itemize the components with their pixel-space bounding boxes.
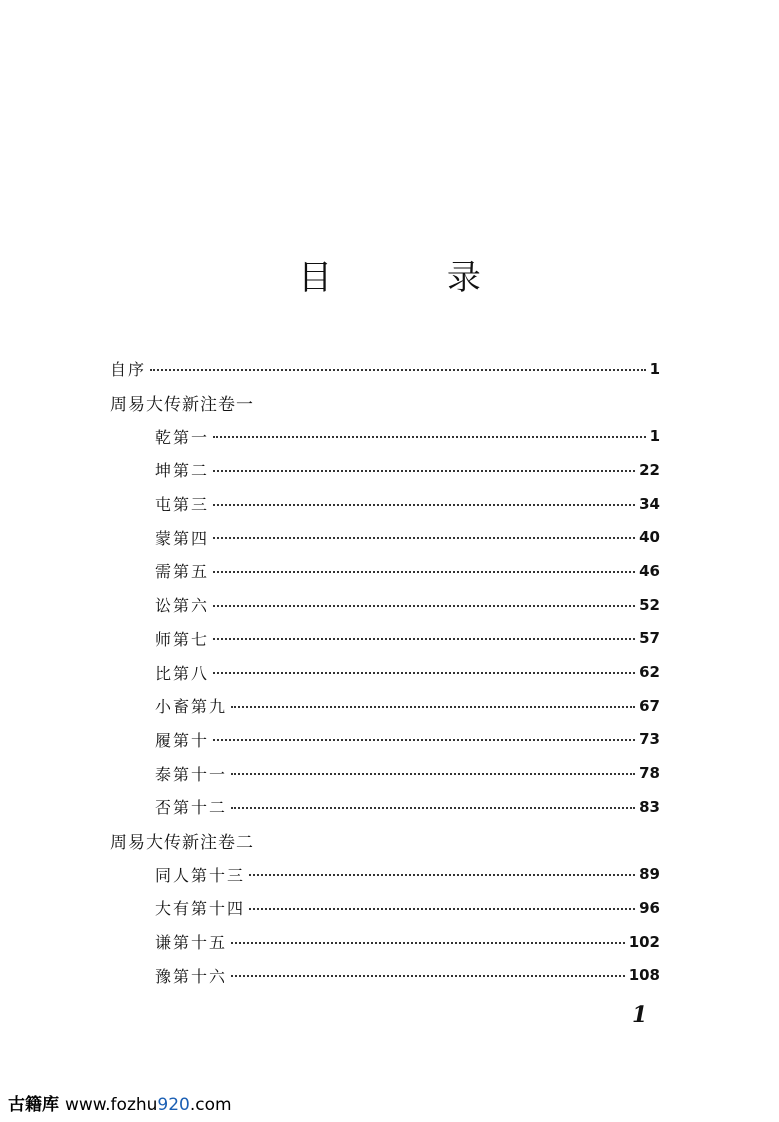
toc-entry-label: 小畜第九 [155, 697, 228, 717]
toc-entry [110, 790, 660, 824]
watermark-url-prefix: www.fozhu [65, 1095, 158, 1115]
toc-entry-page: 83 [639, 797, 660, 816]
toc-entry-label: 乾第一 [155, 427, 210, 447]
toc-entry-label: 屯第三 [155, 495, 210, 515]
toc-entry-page: 62 [639, 663, 660, 682]
toc-entry-page: 1 [649, 427, 660, 446]
toc-entry [110, 723, 660, 757]
toc-entry [110, 419, 660, 453]
toc-entry [110, 487, 660, 521]
dot-leader [213, 571, 635, 573]
toc-entry-page: 96 [639, 898, 660, 917]
toc-entry-page: 102 [628, 932, 660, 951]
toc-entry [110, 655, 660, 689]
toc-entry-page: 40 [639, 528, 660, 547]
dot-leader [150, 369, 646, 371]
dot-leader [213, 672, 635, 674]
toc-entry-label: 否第十二 [155, 798, 228, 818]
toc-entry-label: 比第八 [155, 663, 210, 683]
watermark [8, 1090, 232, 1115]
toc-entry [110, 958, 660, 992]
toc-entry [110, 554, 660, 588]
toc-entry-label: 自序 [110, 360, 147, 380]
toc-entry-label: 大有第十四 [155, 899, 246, 919]
toc-entry-page: 57 [639, 629, 660, 648]
toc-entry-page: 67 [639, 696, 660, 715]
toc-entry [110, 857, 660, 891]
dot-leader [213, 470, 635, 472]
dot-leader [213, 739, 635, 741]
toc-entry [110, 891, 660, 925]
toc-entry-page: 22 [639, 460, 660, 479]
toc-entry [110, 689, 660, 723]
dot-leader [231, 975, 625, 977]
toc-entry-page: 78 [639, 764, 660, 783]
toc-entry-label: 蒙第四 [155, 528, 210, 548]
dot-leader [213, 504, 635, 506]
page-number: 1 [632, 1002, 648, 1028]
toc-entry-label: 周易大传新注卷二 [110, 832, 254, 853]
toc-entry-label: 履第十 [155, 730, 210, 750]
table-of-contents [110, 352, 660, 992]
toc-entry-label: 需第五 [155, 562, 210, 582]
toc-entry-page: 34 [639, 494, 660, 513]
dot-leader [231, 773, 635, 775]
toc-entry-label: 坤第二 [155, 461, 210, 481]
watermark-url-suffix: .com [189, 1095, 232, 1115]
toc-entry-page: 1 [649, 359, 660, 378]
toc-entry-page: 46 [639, 561, 660, 580]
toc-section-heading [110, 386, 660, 420]
toc-entry-page: 73 [639, 730, 660, 749]
dot-leader [231, 807, 635, 809]
toc-section-heading [110, 824, 660, 858]
toc-entry [110, 622, 660, 656]
toc-entry-label: 讼第六 [155, 596, 210, 616]
toc-entry-label: 周易大传新注卷一 [110, 395, 254, 416]
toc-entry-label: 师第七 [155, 629, 210, 649]
dot-leader [213, 605, 635, 607]
dot-leader [249, 874, 635, 876]
toc-entry [110, 453, 660, 487]
toc-entry [110, 352, 660, 386]
watermark-url-number: 920 [157, 1095, 190, 1115]
toc-entry-label: 豫第十六 [155, 966, 228, 986]
toc-entry-page: 52 [639, 595, 660, 614]
toc-entry [110, 925, 660, 959]
toc-entry-label: 泰第十一 [155, 764, 228, 784]
dot-leader [249, 908, 635, 910]
toc-entry [110, 520, 660, 554]
toc-entry-label: 同人第十三 [155, 865, 246, 885]
toc-entry-label: 谦第十五 [155, 933, 228, 953]
watermark-name: 古籍库 [8, 1095, 59, 1115]
dot-leader [231, 706, 635, 708]
toc-entry [110, 756, 660, 790]
dot-leader [213, 537, 635, 539]
dot-leader [213, 638, 635, 640]
toc-entry [110, 588, 660, 622]
page-title: 目 录 [298, 258, 533, 298]
dot-leader [213, 436, 646, 438]
toc-entry-page: 108 [628, 966, 660, 985]
toc-entry-page: 89 [639, 865, 660, 884]
dot-leader [231, 942, 625, 944]
